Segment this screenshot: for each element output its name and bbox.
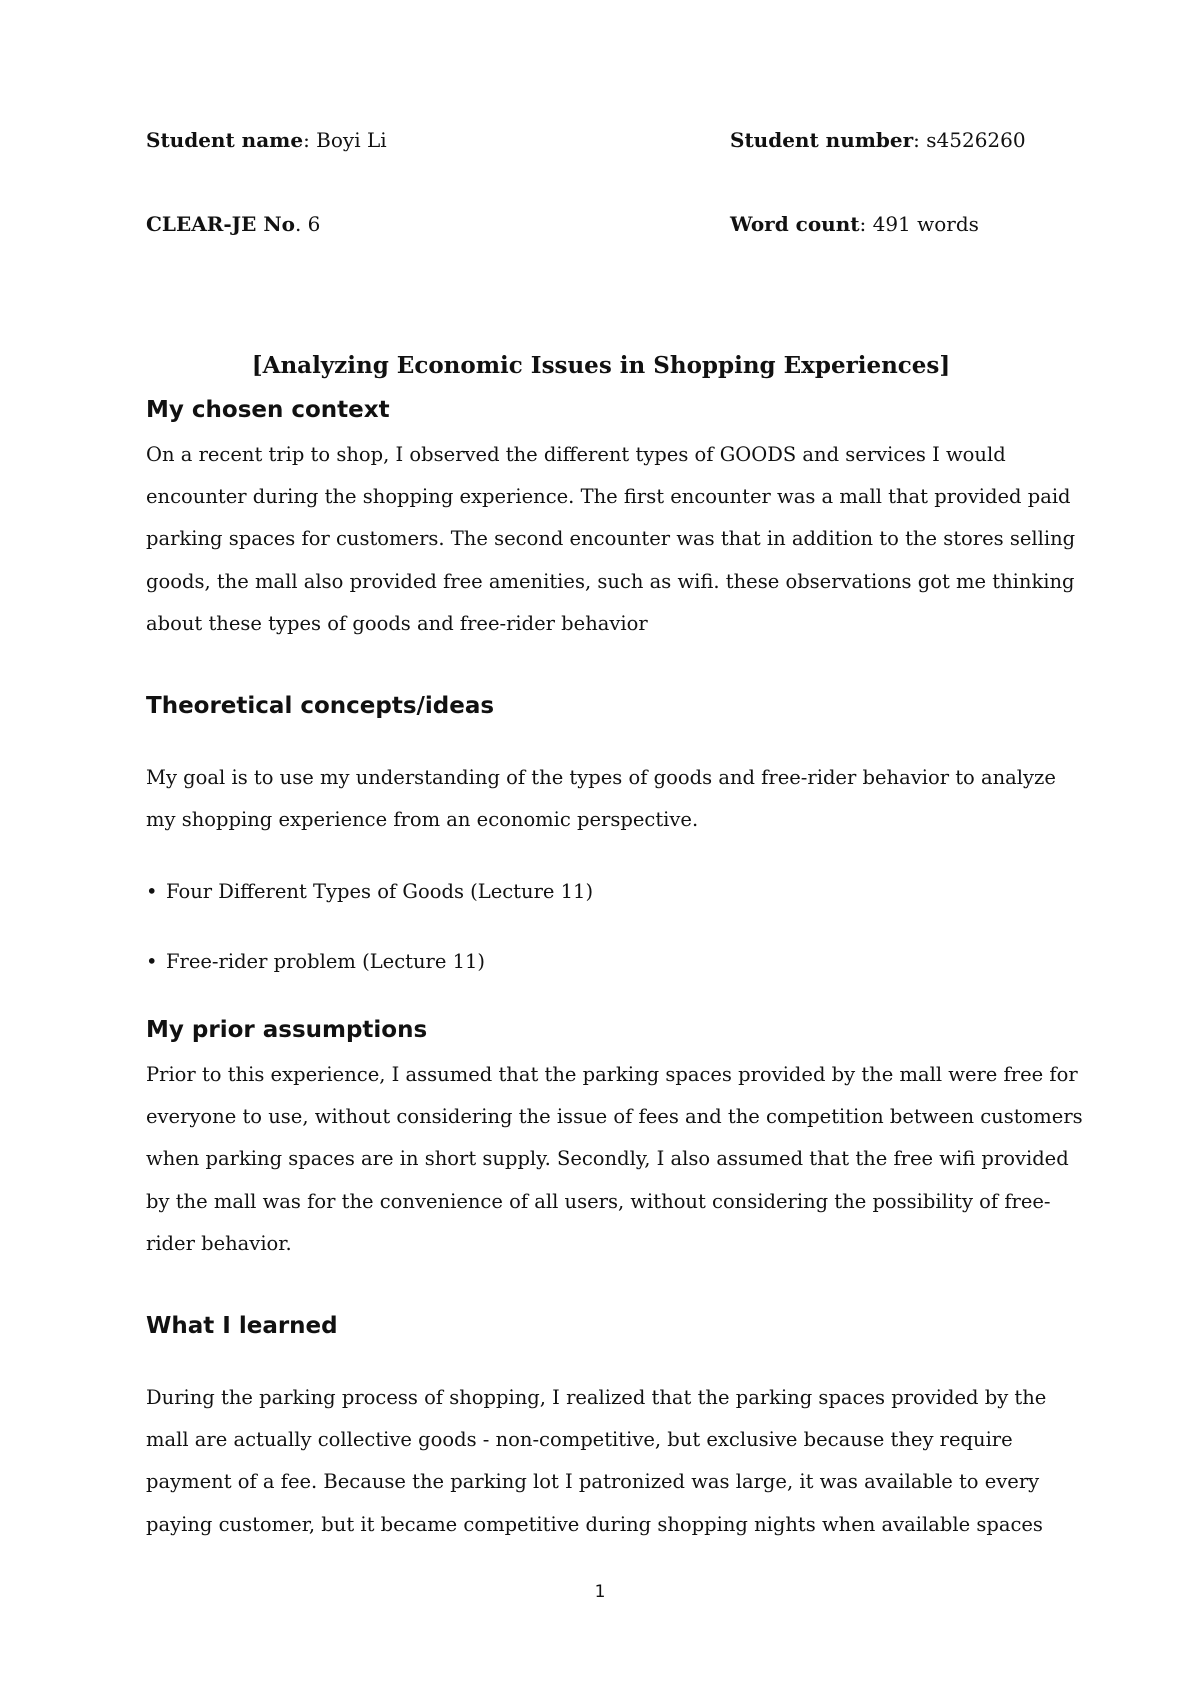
text-line: encounter during the shopping experience. The first encounter was a mall that provided paid <box>146 485 1071 509</box>
word-count <box>730 210 979 238</box>
bullet-symbol: • <box>146 880 158 903</box>
text-line: about these types of goods and free-rider behavior <box>146 611 648 635</box>
paragraph-prior-assumptions <box>146 1054 1083 1265</box>
text-line: my shopping experience from an economic perspective. <box>146 808 699 832</box>
text-line: Prior to this experience, I assumed that the parking spaces provided by the mall were free for <box>146 1063 1078 1086</box>
student-number <box>730 126 1026 154</box>
student-name-value: : Boyi Li <box>303 128 387 152</box>
clear-je-value: . 6 <box>294 212 321 236</box>
word-count-value: : 491 words <box>859 212 979 236</box>
text-line: by the mall was for the convenience of all users, without considering the possibility of free- <box>146 1189 1051 1213</box>
bullet-item-goods <box>146 878 593 906</box>
paragraph-what-i-learned <box>146 1377 1066 1546</box>
text-line: parking spaces for customers. The second encounter was that in addition to the stores selling <box>146 527 1076 551</box>
student-number-label: Student number <box>730 128 914 152</box>
clear-je-label: CLEAR-JE No <box>146 212 295 236</box>
heading-chosen-context: My chosen context <box>146 397 390 423</box>
student-name-label: Student name <box>146 128 304 152</box>
text-line: My goal is to use my understanding of the types of goods and free-rider behavior to analyze <box>146 766 1056 789</box>
paragraph-theoretical-concepts <box>146 757 1066 841</box>
text-line: During the parking process of shopping, I realized that the parking spaces provided by the <box>146 1386 1047 1409</box>
text-line: when parking spaces are in short supply. Secondly, I also assumed that the free wifi provided <box>146 1147 1069 1171</box>
heading-theoretical-concepts: Theoretical concepts/ideas <box>146 693 495 719</box>
bullet-symbol: • <box>146 950 158 973</box>
text-line: everyone to use, without considering the issue of fees and the competition between customers <box>146 1105 1083 1129</box>
heading-prior-assumptions: My prior assumptions <box>146 1017 428 1043</box>
text-line: mall are actually collective goods - non-competitive, but exclusive because they require <box>146 1428 1013 1452</box>
student-name <box>146 126 387 154</box>
document-title: [Analyzing Economic Issues in Shopping Experiences] <box>251 352 951 379</box>
bullet-text: Four Different Types of Goods (Lecture 11) <box>166 880 594 903</box>
text-line: paying customer, but it became competitive during shopping nights when available spaces <box>146 1512 1043 1536</box>
paragraph-chosen-context <box>146 434 1076 645</box>
text-line: rider behavior. <box>146 1231 292 1255</box>
word-count-label: Word count <box>730 212 860 236</box>
clear-je-number <box>146 210 320 238</box>
text-line: goods, the mall also provided free amenities, such as wifi. these observations got me thinking <box>146 569 1075 593</box>
student-number-value: : s4526260 <box>913 128 1026 152</box>
heading-what-i-learned: What I learned <box>146 1313 338 1339</box>
text-line: payment of a fee. Because the parking lot I patronized was large, it was available to every <box>146 1470 1040 1494</box>
page-number: 1 <box>594 1582 606 1602</box>
text-line: On a recent trip to shop, I observed the different types of GOODS and services I would <box>146 443 1006 466</box>
bullet-text: Free-rider problem (Lecture 11) <box>166 950 486 973</box>
bullet-item-free-rider <box>146 948 485 976</box>
